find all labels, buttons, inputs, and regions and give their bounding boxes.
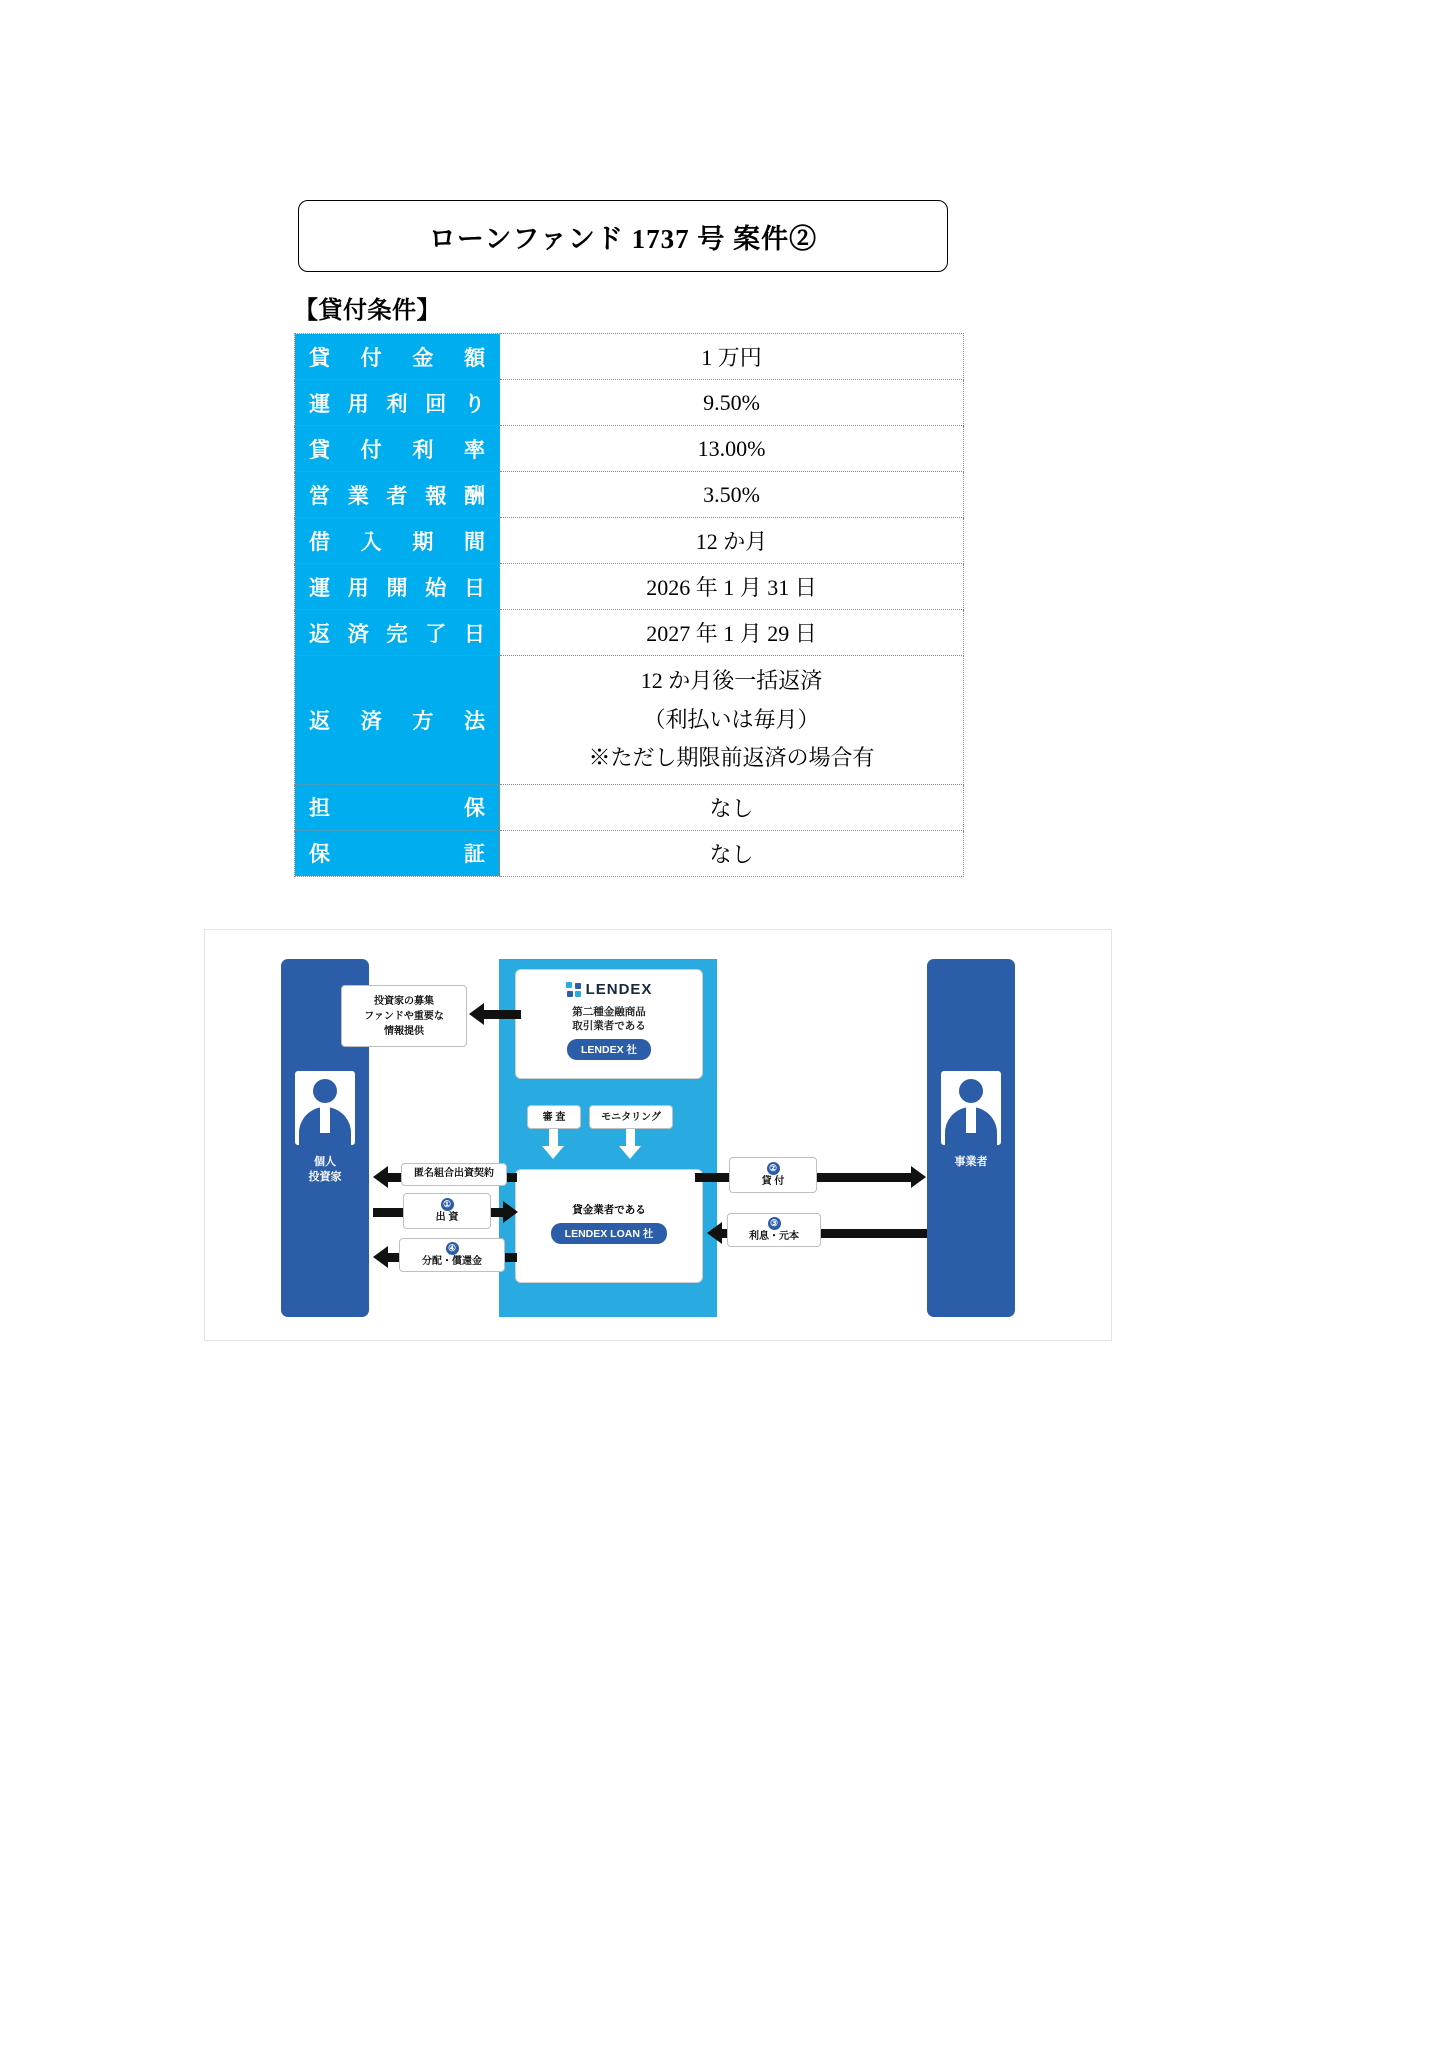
investor-label: 個人 投資家 bbox=[308, 1156, 342, 1184]
table-row bbox=[295, 656, 964, 785]
scheme-diagram-inner bbox=[227, 947, 1093, 1325]
flow-number-badge: ① bbox=[441, 1198, 454, 1211]
table-row bbox=[295, 518, 964, 564]
row-value-collateral: なし bbox=[500, 784, 964, 830]
row-value-repayment-method: 12 か月後一括返済 （利払いは毎月） ※ただし期限前返済の場合有 bbox=[500, 656, 964, 785]
table-row bbox=[295, 784, 964, 830]
table-row bbox=[295, 334, 964, 380]
flow-label-kashitsuke: ② 貸 付 bbox=[729, 1157, 817, 1193]
flow-number-badge: ② bbox=[767, 1162, 780, 1175]
note-investor-recruitment: 投資家の募集 ファンドや重要な 情報提供 bbox=[341, 985, 467, 1047]
row-label-completion-date: 返 済 完 了 日 bbox=[295, 610, 500, 656]
arrow-recruit-line bbox=[483, 1010, 521, 1019]
lendex-loan-company-box bbox=[515, 1169, 703, 1283]
arrow-bunpai-head bbox=[373, 1246, 388, 1268]
table-row bbox=[295, 830, 964, 876]
row-value-start-date: 2026 年 1 月 31 日 bbox=[500, 564, 964, 610]
document-title-box bbox=[298, 200, 948, 272]
note-monitoring: モニタリング bbox=[589, 1105, 673, 1129]
avatar-head-icon bbox=[959, 1079, 983, 1103]
row-value-borrowing-period: 12 か月 bbox=[500, 518, 964, 564]
avatar-tie-icon bbox=[320, 1107, 330, 1133]
arrow-monitoring-line bbox=[626, 1129, 635, 1147]
loan-conditions-table bbox=[294, 333, 964, 877]
row-value-expected-yield: 9.50% bbox=[500, 380, 964, 426]
row-value-guarantee: なし bbox=[500, 830, 964, 876]
arrow-screening-head bbox=[542, 1146, 564, 1159]
flow-label-risoku: ③ 利息・元本 bbox=[727, 1213, 821, 1247]
row-label-lending-rate: 貸 付 利 率 bbox=[295, 426, 500, 472]
flow-number-badge: ④ bbox=[446, 1242, 459, 1255]
borrower-label: 事業者 bbox=[954, 1156, 988, 1168]
page-title: ローンファンド 1737 号 案件② bbox=[428, 223, 818, 254]
table-row bbox=[295, 472, 964, 518]
flow-number-badge: ③ bbox=[768, 1217, 781, 1230]
row-label-collateral: 担 保 bbox=[295, 784, 500, 830]
borrower-avatar bbox=[941, 1071, 1001, 1145]
investor-avatar bbox=[295, 1071, 355, 1145]
arrow-tokumei-head bbox=[373, 1166, 388, 1188]
lendex-logo-mark-icon bbox=[566, 982, 581, 997]
arrow-monitoring-head bbox=[619, 1146, 641, 1159]
row-value-completion-date: 2027 年 1 月 29 日 bbox=[500, 610, 964, 656]
flow-label-shusshi: ① 出 資 bbox=[403, 1193, 491, 1229]
row-label-guarantee: 保 証 bbox=[295, 830, 500, 876]
arrow-risoku-head bbox=[707, 1222, 722, 1244]
section-heading-loan-conditions: 【貸付条件】 bbox=[294, 298, 441, 324]
borrower-pillar bbox=[927, 959, 1015, 1317]
avatar-tie-icon bbox=[966, 1107, 976, 1133]
table-row bbox=[295, 564, 964, 610]
arrow-shusshi-head bbox=[503, 1201, 518, 1223]
note-screening: 審 査 bbox=[527, 1105, 581, 1129]
row-label-start-date: 運 用 開 始 日 bbox=[295, 564, 500, 610]
avatar-head-icon bbox=[313, 1079, 337, 1103]
row-label-operator-fee: 営 業 者 報 酬 bbox=[295, 472, 500, 518]
row-value-loan-amount: 1 万円 bbox=[500, 334, 964, 380]
scheme-diagram bbox=[204, 929, 1112, 1341]
arrow-screening-line bbox=[549, 1129, 558, 1147]
flow-label-tokumei: 匿名組合出資契約 bbox=[401, 1163, 507, 1186]
lendex-loan-description: 貸金業者である bbox=[572, 1204, 646, 1216]
lendex-logo: LENDEX bbox=[516, 981, 702, 998]
row-label-expected-yield: 運 用 利 回 り bbox=[295, 380, 500, 426]
lendex-company-description: 第二種金融商品 取引業者である bbox=[572, 1006, 646, 1033]
lendex-company-pill: LENDEX 社 bbox=[567, 1039, 651, 1060]
arrow-recruit-head bbox=[469, 1003, 484, 1025]
table-row bbox=[295, 380, 964, 426]
row-label-repayment-method: 返 済 方 法 bbox=[295, 656, 500, 785]
lendex-company-box bbox=[515, 969, 703, 1079]
arrow-kashitsuke-head bbox=[911, 1166, 926, 1188]
row-value-operator-fee: 3.50% bbox=[500, 472, 964, 518]
table-row bbox=[295, 426, 964, 472]
table-row bbox=[295, 610, 964, 656]
row-label-borrowing-period: 借 入 期 間 bbox=[295, 518, 500, 564]
row-label-loan-amount: 貸 付 金 額 bbox=[295, 334, 500, 380]
flow-label-bunpai: ④ 分配・償還金 bbox=[399, 1238, 505, 1272]
row-value-lending-rate: 13.00% bbox=[500, 426, 964, 472]
lendex-loan-pill: LENDEX LOAN 社 bbox=[551, 1223, 668, 1244]
